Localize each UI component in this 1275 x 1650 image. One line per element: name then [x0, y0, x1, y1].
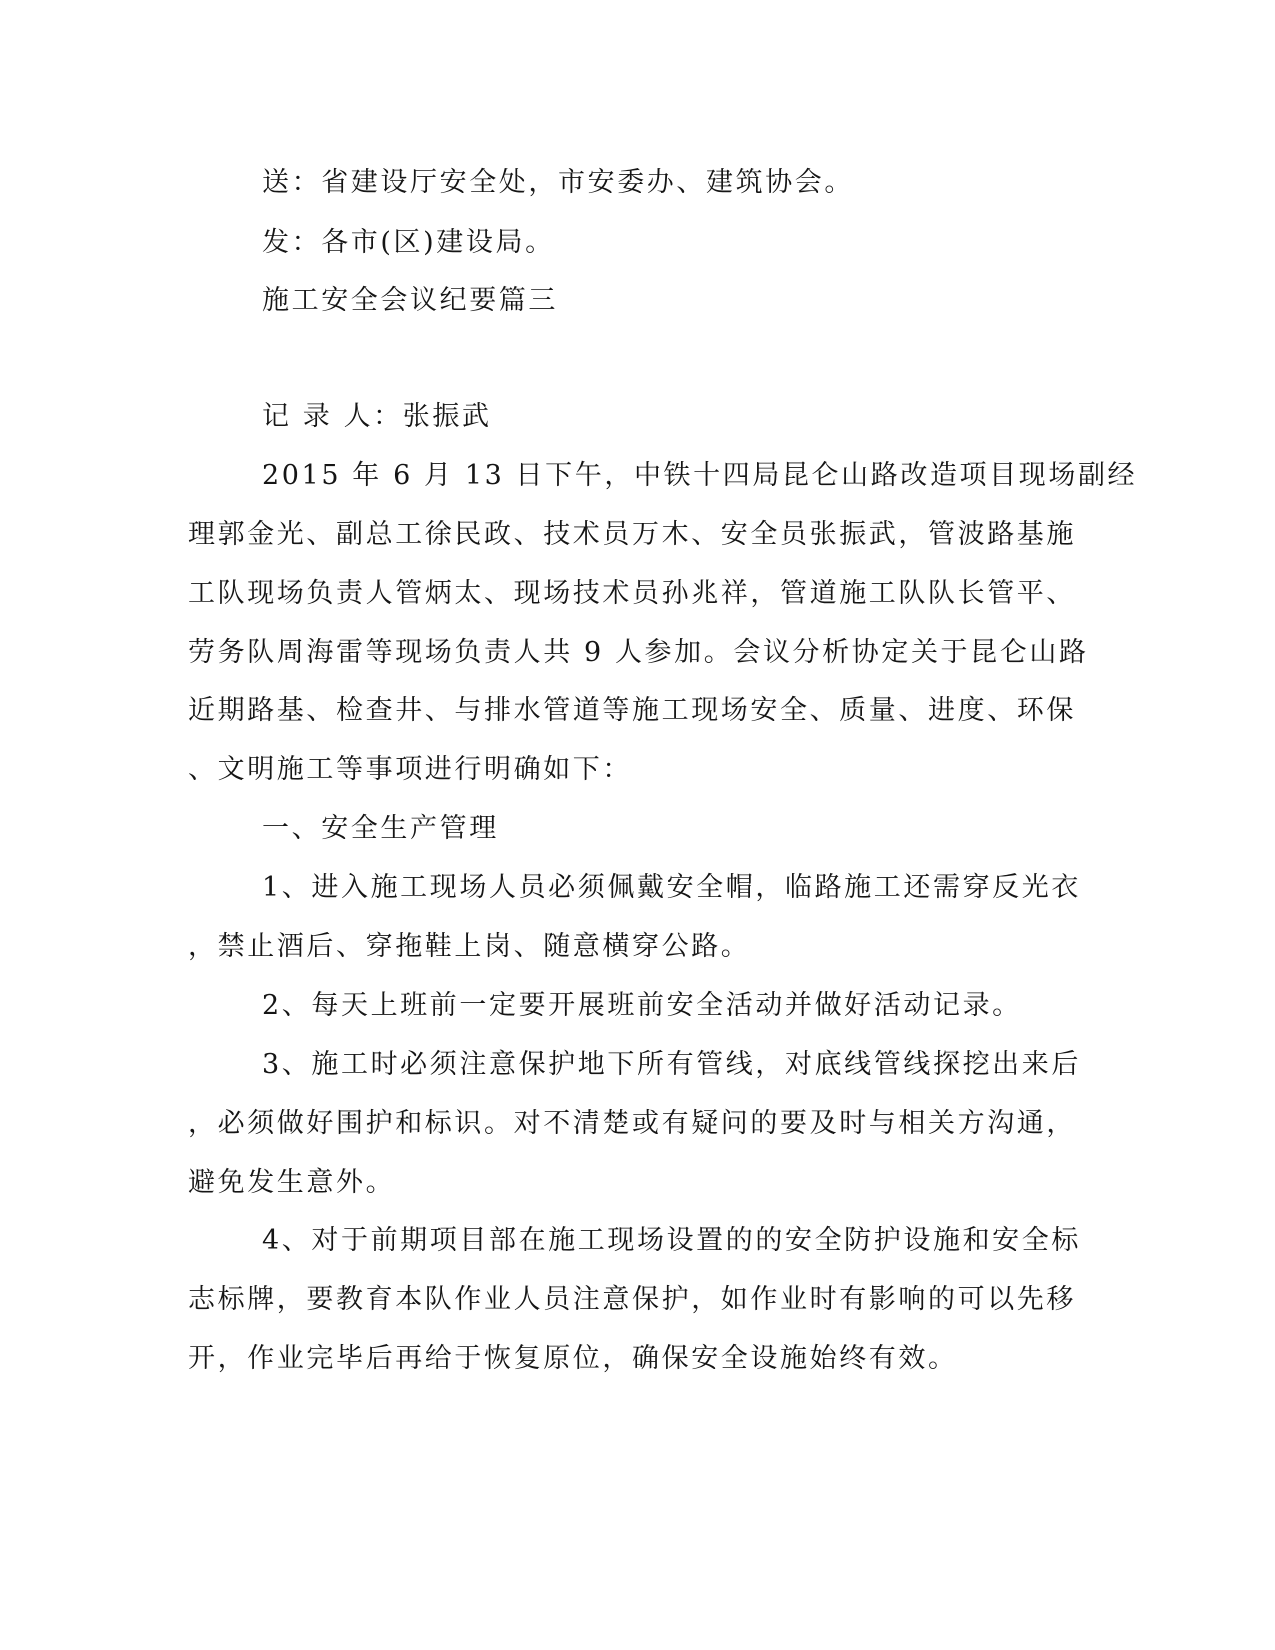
- item-3-line-1: 3、施工时必须注意保护地下所有管线，对底线管线探挖出来后: [262, 1049, 1081, 1080]
- item-4-line-2: 志标牌，要教育本队作业人员注意保护，如作业时有影响的可以先移: [188, 1284, 1076, 1315]
- article-title: 施工安全会议纪要篇三: [262, 285, 558, 316]
- item-1-line-1: 1、进入施工现场人员必须佩戴安全帽，临路施工还需穿反光衣: [262, 872, 1081, 903]
- distribution-from-line: 发：各市(区)建设局。: [262, 227, 555, 258]
- intro-line-6: 、文明施工等事项进行明确如下：: [188, 754, 632, 785]
- recorder-line: 记 录 人：张振武: [262, 401, 492, 432]
- item-4-line-1: 4、对于前期项目部在施工现场设置的的安全防护设施和安全标: [262, 1225, 1081, 1256]
- intro-line-2: 理郭金光、副总工徐民政、技术员万木、安全员张振武，管波路基施: [188, 519, 1076, 550]
- intro-line-3: 工队现场负责人管炳太、现场技术员孙兆祥，管道施工队队长管平、: [188, 578, 1076, 609]
- distribution-to-line: 送：省建设厅安全处，市安委办、建筑协会。: [262, 167, 854, 198]
- intro-line-5: 近期路基、检查井、与排水管道等施工现场安全、质量、进度、环保: [188, 695, 1076, 726]
- item-3-line-3: 避免发生意外。: [188, 1167, 396, 1198]
- item-3-line-2: ，必须做好围护和标识。对不清楚或有疑问的要及时与相关方沟通，: [188, 1108, 1076, 1139]
- item-2-line-1: 2、每天上班前一定要开展班前安全活动并做好活动记录。: [262, 990, 1022, 1021]
- intro-line-4: 劳务队周海雷等现场负责人共 9 人参加。会议分析协定关于昆仑山路: [188, 637, 1089, 668]
- item-4-line-3: 开，作业完毕后再给于恢复原位，确保安全设施始终有效。: [188, 1343, 958, 1374]
- section-heading: 一、安全生产管理: [262, 813, 499, 844]
- item-1-line-2: ，禁止酒后、穿拖鞋上岗、随意横穿公路。: [188, 931, 751, 962]
- intro-line-1: 2015 年 6 月 13 日下午，中铁十四局昆仑山路改造项目现场副经: [262, 460, 1138, 491]
